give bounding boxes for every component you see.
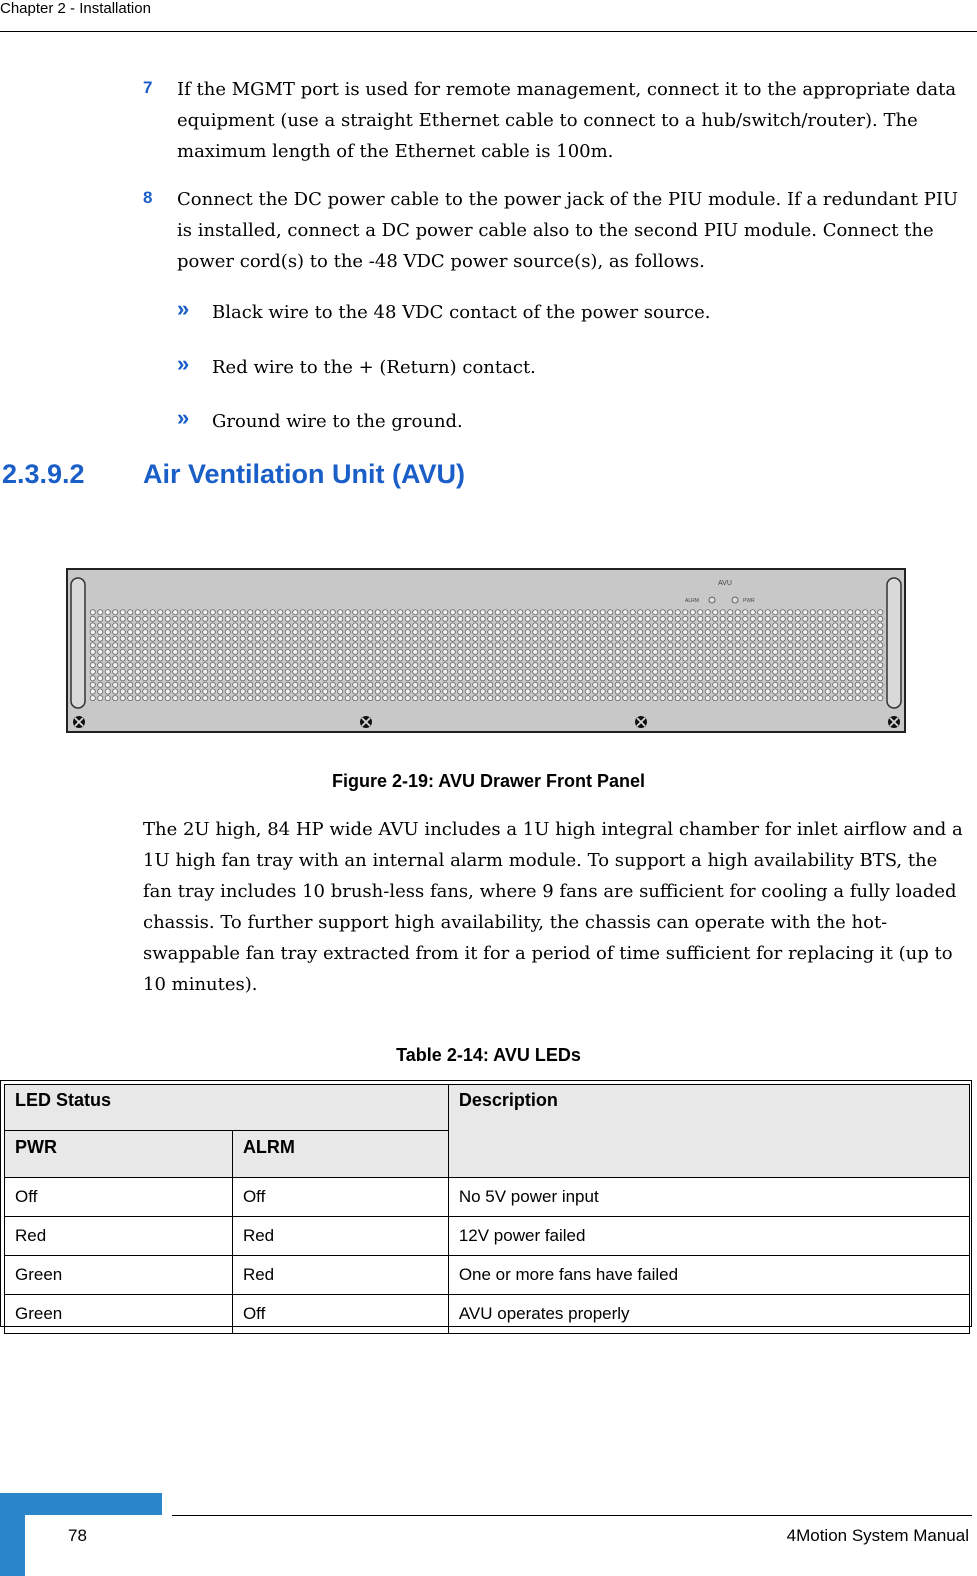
cell-description: No 5V power input xyxy=(448,1178,969,1217)
footer-divider xyxy=(172,1515,972,1516)
table-row xyxy=(5,1295,970,1334)
figure-caption: Figure 2-19: AVU Drawer Front Panel xyxy=(331,771,646,791)
header-led-status: LED Status xyxy=(5,1085,449,1131)
screw-icon xyxy=(888,716,900,728)
pwr-led-label: PWR xyxy=(743,598,755,604)
cell-description: One or more fans have failed xyxy=(448,1256,969,1295)
pwr-led-icon xyxy=(732,597,738,603)
panel-label: AVU xyxy=(718,580,732,587)
header-divider xyxy=(0,31,977,32)
table-row xyxy=(5,1256,970,1295)
cell-alrm: Off xyxy=(232,1178,448,1217)
cell-alrm: Red xyxy=(232,1256,448,1295)
cell-description: AVU operates properly xyxy=(448,1295,969,1334)
bullet-text: Red wire to the + (Return) contact. xyxy=(212,357,536,378)
body-paragraph: The 2U high, 84 HP wide AVU includes a 1U high integral chamber for inlet airflow and a 1U high fan tray with an internal alarm module. To support a high availability BTS, the fan tray includes 10 brush-less fans, where 9 fans are sufficient for cooling a fully loaded chassis. To further support high availability, the chassis can operate with the hot-swappable fan tray extracted from it for a period of time sufficient for replacing it (up to 10 minutes). xyxy=(143,819,963,995)
cell-pwr: Off xyxy=(5,1178,233,1217)
cell-alrm: Red xyxy=(232,1217,448,1256)
cell-pwr: Green xyxy=(5,1256,233,1295)
cell-alrm: Off xyxy=(232,1295,448,1334)
bullet-arrow-icon: » xyxy=(177,351,190,376)
table-row xyxy=(5,1178,970,1217)
screw-icon xyxy=(635,716,647,728)
step-text: If the MGMT port is used for remote management, connect it to the appropriate data equipment (use a straight Ethernet cable to connect to a hub/switch/router). The maximum length of the Ethernet cable is 100m. xyxy=(177,79,957,162)
avu-front-panel-figure xyxy=(66,568,908,741)
page-number: 78 xyxy=(68,1526,87,1545)
step-number: 7 xyxy=(143,78,153,97)
section-number: 2.3.9.2 xyxy=(2,459,85,489)
screw-icon xyxy=(73,716,85,728)
alrm-led-icon xyxy=(709,597,715,603)
table-row xyxy=(5,1217,970,1256)
cell-description: 12V power failed xyxy=(448,1217,969,1256)
alrm-led-label: ALRM xyxy=(685,598,699,604)
cell-pwr: Green xyxy=(5,1295,233,1334)
table-caption: Table 2-14: AVU LEDs xyxy=(396,1045,581,1065)
section-title: Air Ventilation Unit (AVU) xyxy=(143,459,465,489)
screw-icon xyxy=(360,716,372,728)
header-pwr: PWR xyxy=(5,1131,233,1178)
manual-title: 4Motion System Manual xyxy=(786,1526,969,1545)
bullet-text: Ground wire to the ground. xyxy=(212,411,463,432)
avu-leds-table xyxy=(4,1084,970,1334)
header-alrm: ALRM xyxy=(232,1131,448,1178)
bullet-arrow-icon: » xyxy=(177,296,190,321)
footer-accent-cutout xyxy=(25,1515,162,1576)
step-text: Connect the DC power cable to the power jack of the PIU module. If a redundant PIU is installed, connect a DC power cable also to the second PIU module. Connect the power cord(s) to the -48 VDC power source(s), as follows. xyxy=(177,189,959,272)
header-description: Description xyxy=(448,1085,969,1178)
bullet-text: Black wire to the 48 VDC contact of the power source. xyxy=(212,302,711,323)
running-header: Chapter 2 - Installation xyxy=(0,0,151,17)
cell-pwr: Red xyxy=(5,1217,233,1256)
step-number: 8 xyxy=(143,188,153,207)
bullet-arrow-icon: » xyxy=(177,405,190,430)
